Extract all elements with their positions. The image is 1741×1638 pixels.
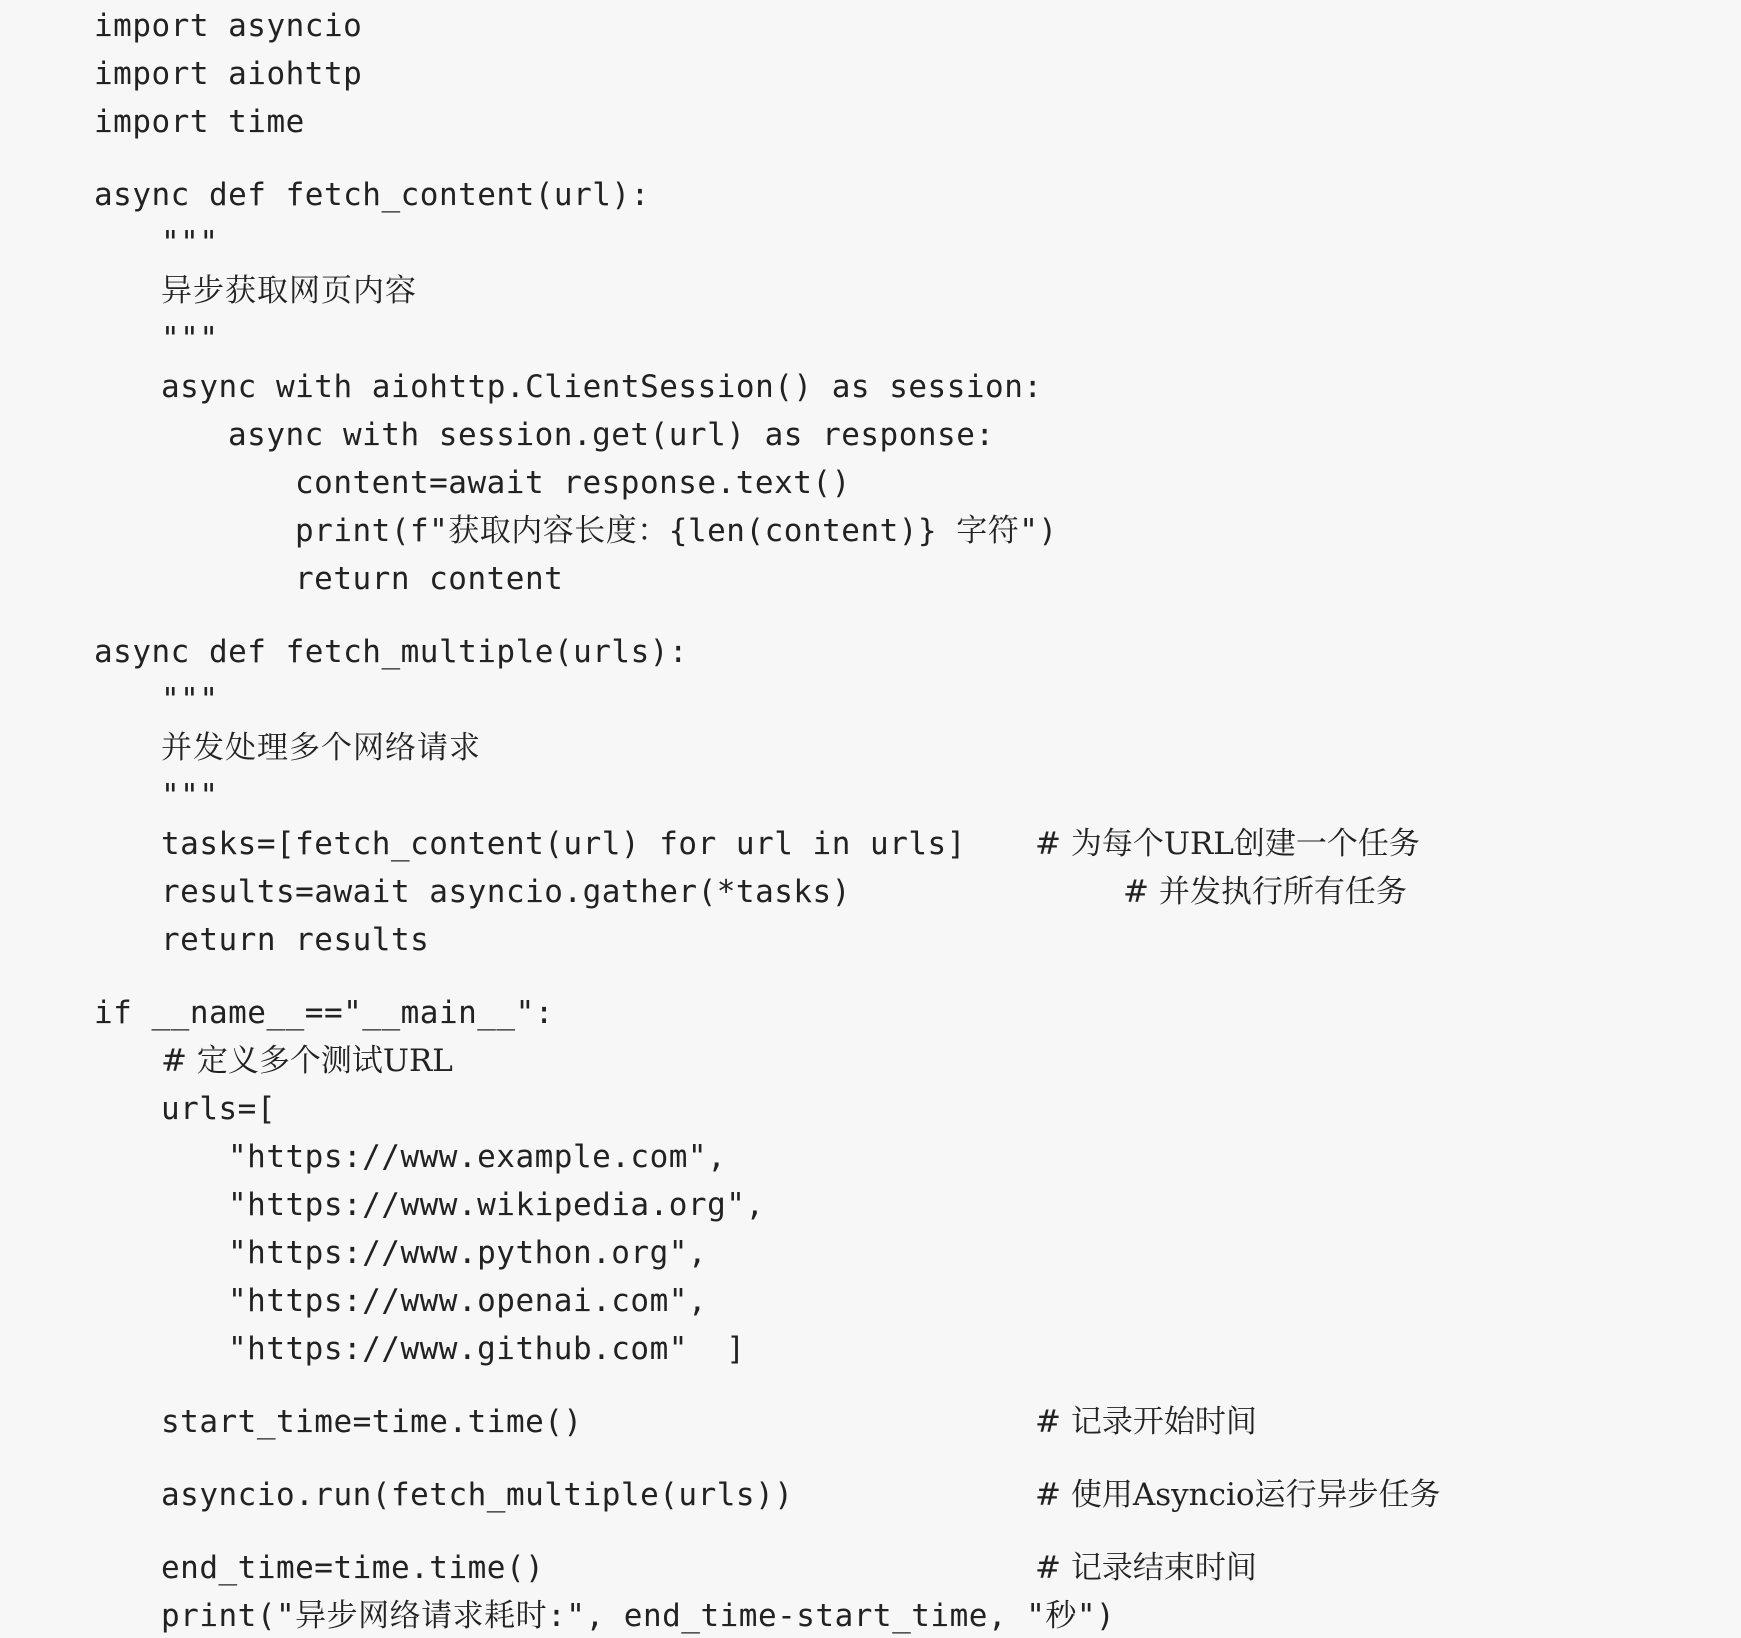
code-line: """ (161, 682, 219, 718)
code-line: """ (161, 321, 219, 357)
code-line: urls=[ (161, 1091, 276, 1127)
code-comment: # 并发执行所有任务 (1123, 874, 1407, 910)
code-line: "https://www.openai.com", (228, 1283, 708, 1319)
code-line: print("异步网络请求耗时:", end_time-start_time, "秒") (161, 1598, 1116, 1634)
code-line: 异步获取网页内容 (161, 273, 417, 309)
code-comment: # 定义多个测试URL (161, 1043, 453, 1079)
code-line: import time (94, 104, 305, 140)
code-line: tasks=[fetch_content(url) for url in urls] (161, 826, 966, 862)
code-line: end_time=time.time() (161, 1550, 545, 1586)
code-line: 并发处理多个网络请求 (161, 730, 481, 766)
code-comment: # 为每个URL创建一个任务 (1035, 826, 1420, 862)
code-comment: # 记录结束时间 (1035, 1550, 1257, 1586)
code-line: print(f"获取内容长度：{len(content)} 字符") (295, 513, 1058, 549)
code-line: import asyncio (94, 8, 363, 44)
code-line: """ (161, 225, 219, 261)
code-line: asyncio.run(fetch_multiple(urls)) (161, 1477, 794, 1513)
code-line: async with session.get(url) as response: (228, 417, 995, 453)
code-line: async def fetch_multiple(urls): (94, 634, 689, 670)
code-line: "https://www.wikipedia.org", (228, 1187, 765, 1223)
code-line: "https://www.example.com", (228, 1139, 727, 1175)
code-comment: # 记录开始时间 (1035, 1404, 1257, 1440)
code-line: return results (161, 922, 430, 958)
code-line: if __name__=="__main__": (94, 995, 554, 1031)
code-line: async with aiohttp.ClientSession() as session: (161, 369, 1043, 405)
code-comment: # 使用Asyncio运行异步任务 (1035, 1477, 1441, 1513)
code-line: content=await response.text() (295, 465, 851, 501)
code-line: results=await asyncio.gather(*tasks) (161, 874, 851, 910)
code-line: "https://www.github.com" ] (228, 1331, 746, 1367)
code-line: start_time=time.time() (161, 1404, 583, 1440)
code-line: "https://www.python.org", (228, 1235, 708, 1271)
code-line: import aiohttp (94, 56, 363, 92)
code-line: """ (161, 778, 219, 814)
code-line: async def fetch_content(url): (94, 177, 650, 213)
code-line: return content (295, 561, 564, 597)
